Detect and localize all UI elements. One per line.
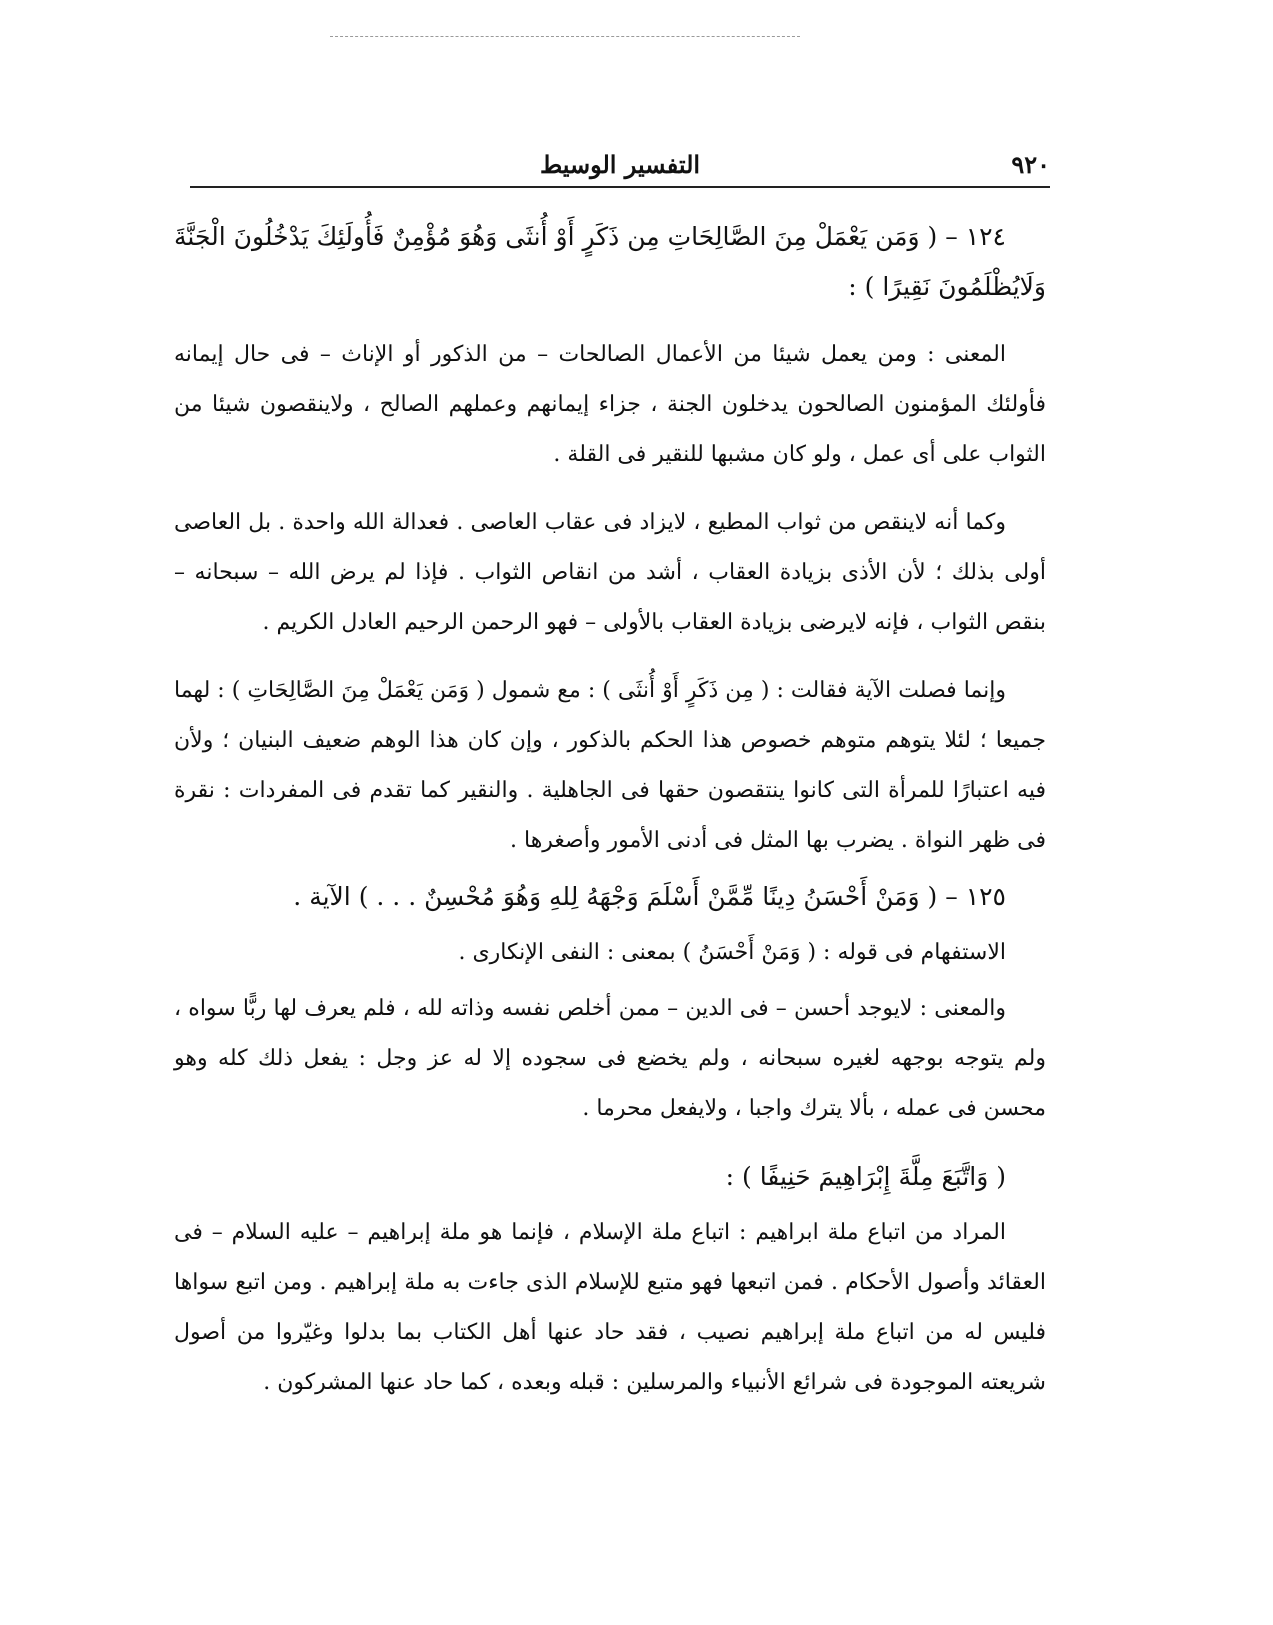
verse-125-paragraph: ١٢٥ – ( وَمَنْ أَحْسَنُ دِينًا مِّمَّنْ أَسْلَمَ وَجْهَهُ لِلهِ وَهُوَ مُحْسِنٌ . . . ) الآية . (293, 882, 1006, 911)
verse-124-paragraph: ١٢٤ – ( وَمَن يَعْمَلْ مِنَ الصَّالِحَاتِ مِن ذَكَرٍ أَوْ أُنثَى وَهُوَ مُؤْمِنٌ فَأُولَئِكَ يَدْخُلُونَ الْجَنَّةَ وَلَايُظْلَمُونَ نَقِيرًا ) : (174, 222, 1046, 301)
gender-paragraph: وإنما فصلت الآية فقالت : ( مِن ذَكَرٍ أَوْ أُنثَى ) : مع شمول ( وَمَن يَعْمَلْ مِنَ الصَّالِحَاتِ ) : لهما جميعا ؛ لئلا يتوهم متوهم خصوص هذا الحكم بالذكور ، وإن كان هذا الوهم ضعيف البنيان ؛ ولأن فيه اعتبارًا للمرأة التى كانوا ينتقصون حقها فى الجاهلية . والنقير كما تقدم فى المفردات : نقرة فى ظهر النواة . يضرب بها المثل فى أدنى الأمور وأصغرها . (174, 678, 1046, 853)
page-number: ٩٢٠ (1011, 150, 1050, 179)
running-title: التفسير الوسيط (539, 150, 701, 179)
abraham-religion-paragraph: المراد من اتباع ملة ابراهيم : اتباع ملة الإسلام ، فإنما هو ملة إبراهيم – عليه السلام – فى العقائد وأصول الأحكام . فمن اتبعها فهو متبع للإسلام الذى جاءت به ملة إبراهيم . ومن اتبع سواها فليس له من اتباع ملة إبراهيم نصيب ، فقد حاد عنها أهل الكتاب بما بدلوا وغيّروا من أصول شريعته الموجودة فى شرائع الأنبياء والمرسلين : قبله وبعده ، كما حاد عنها المشركون . (174, 1220, 1046, 1395)
rhetorical-question-paragraph: الاستفهام فى قوله : ( وَمَنْ أَحْسَنُ ) بمعنى : النفى الإنكارى . (458, 940, 1006, 965)
justice-paragraph: وكما أنه لاينقص من ثواب المطيع ، لايزاد فى عقاب العاصى . فعدالة الله واحدة . بل العاصى أولى بذلك ؛ لأن الأذى بزيادة العقاب ، أشد من انقاص الثواب . فإذا لم يرض الله – سبحانه – بنقص الثواب ، فإنه لايرضى بزيادة العقاب بالأولى – فهو الرحمن الرحيم العادل الكريم . (174, 510, 1046, 635)
top-dashed-rule (330, 36, 800, 37)
follow-abraham-verse: ( وَاتَّبَعَ مِلَّةَ إِبْرَاهِيمَ حَنِيفًا ) : (725, 1162, 1006, 1191)
page-body (174, 212, 1046, 1426)
header-rule (190, 186, 1050, 188)
page-header (190, 150, 1050, 186)
best-religion-paragraph: والمعنى : لايوجد أحسن – فى الدين – ممن أخلص نفسه وذاته لله ، فلم يعرف لها ربًّا سواه ، ولم يتوجه بوجهه لغيره سبحانه ، ولم يخضع فى سجوده إلا له عز وجل : يفعل ذلك كله وهو محسن فى عمله ، بألا يترك واجبا ، ولايفعل محرما . (174, 996, 1046, 1121)
meaning-paragraph: المعنى : ومن يعمل شيئا من الأعمال الصالحات – من الذكور أو الإناث – فى حال إيمانه فأولئك المؤمنون الصالحون يدخلون الجنة ، جزاء إيمانهم وعملهم الصالح ، ولاينقصون شيئا من الثواب على أى عمل ، ولو كان مشبها للنقير فى القلة . (174, 342, 1046, 467)
